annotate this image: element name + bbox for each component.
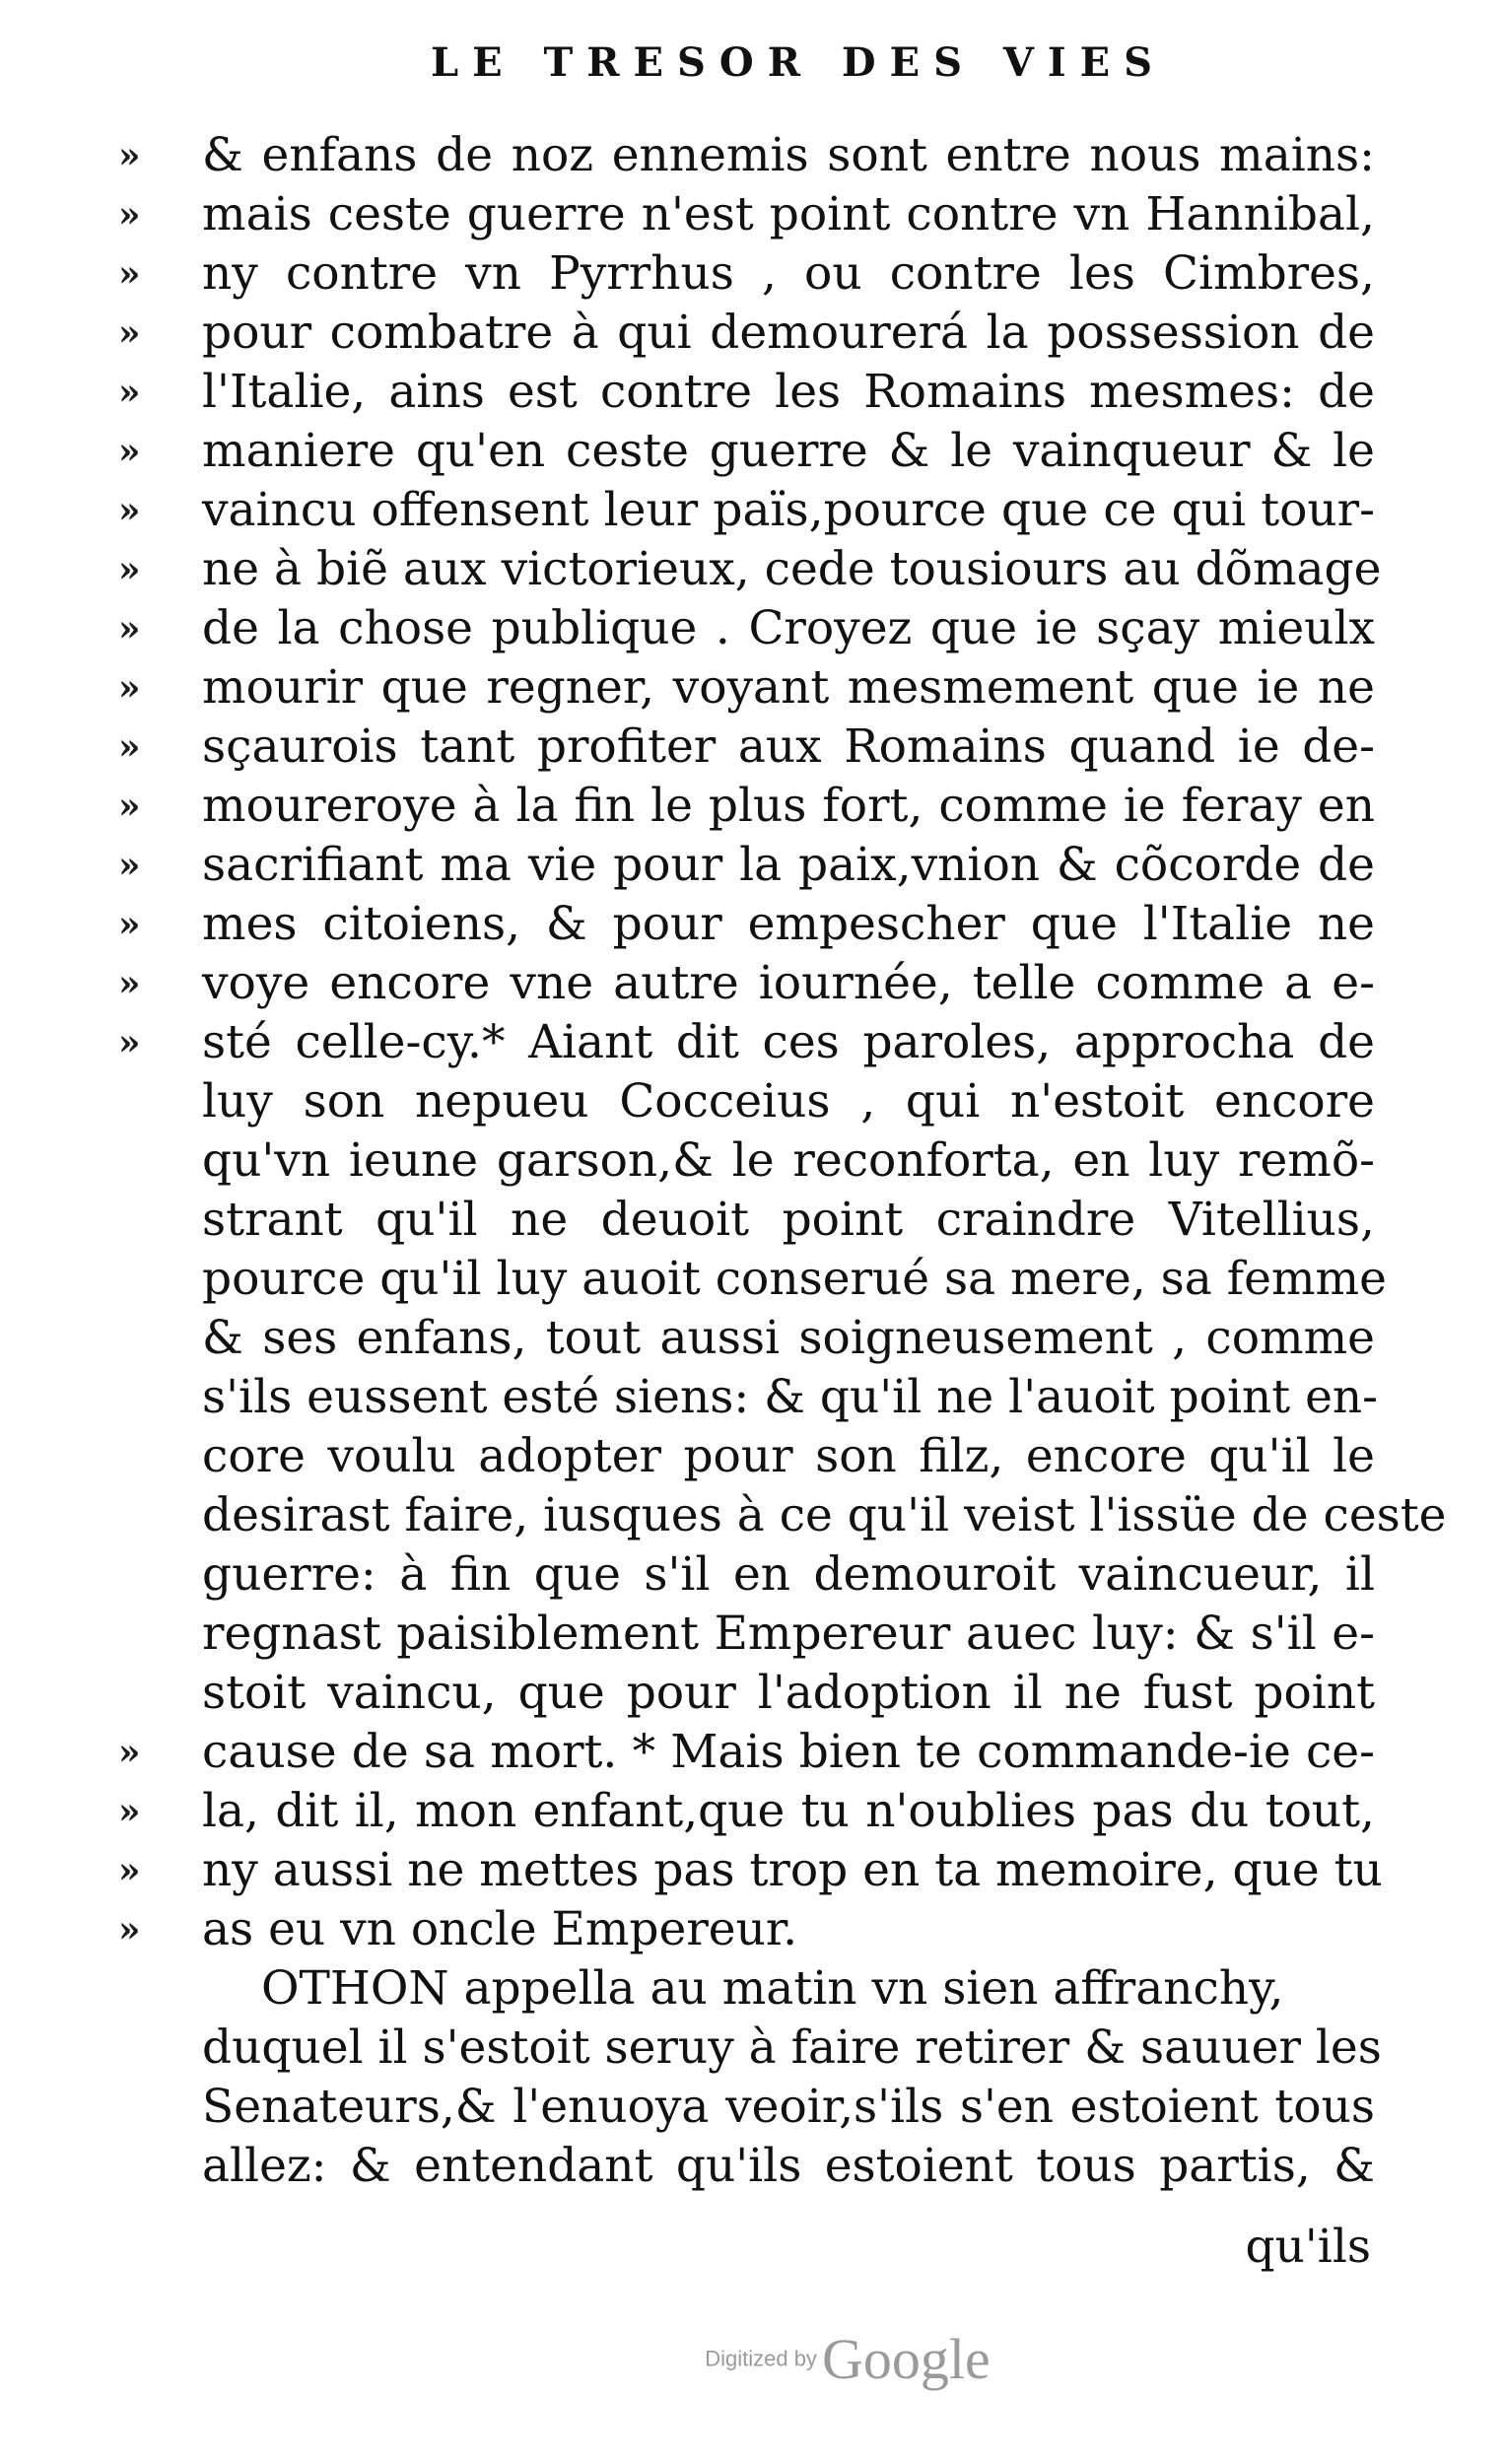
- quotation-mark: [118, 2078, 177, 2137]
- quotation-mark: »: [118, 1909, 141, 1951]
- text-line: vaincu offensent leur païs,pource que ce qui tour-: [202, 483, 1375, 537]
- text-line: sacrifiant ma vie pour la paix,vnion & cõcorde de: [202, 838, 1375, 892]
- quotation-mark: [118, 1191, 177, 1250]
- text-line: desirast faire, iusques à ce qu'il veist l'issüe de ceste: [202, 1488, 1447, 1542]
- quotation-mark: »: [118, 786, 141, 827]
- text-line: mes citoiens, & pour empescher que l'Italie ne: [202, 897, 1375, 951]
- quotation-mark: »: [118, 1791, 141, 1832]
- text-line: moureroye à la fin le plus fort, comme ie feray en: [202, 779, 1375, 833]
- quotation-mark: [118, 2019, 177, 2078]
- google-logo: Google: [822, 2327, 991, 2391]
- text-line: ny contre vn Pyrrhus , ou contre les Cimbres,: [202, 246, 1375, 301]
- text-line: mais ceste guerre n'est point contre vn Hannibal,: [202, 187, 1375, 241]
- text-line: stoit vaincu, que pour l'adoption il ne fust point: [202, 1666, 1375, 1720]
- text-line: mourir que regner, voyant mesmement que ie ne: [202, 660, 1375, 715]
- quotation-mark: [118, 1664, 177, 1723]
- text-line: la, dit il, mon enfant,que tu n'oublies pas du tout,: [202, 1784, 1375, 1838]
- text-line: voye encore vne autre iournée, telle comme a e-: [202, 956, 1375, 1010]
- quotation-marks-column: [118, 126, 177, 2196]
- quotation-mark: [118, 1959, 177, 2019]
- text-line: sçaurois tant profiter aux Romains quand ie de-: [202, 719, 1375, 774]
- quotation-mark: [118, 1486, 177, 1545]
- text-line: core voulu adopter pour son filz, encore qu'il le: [202, 1429, 1375, 1483]
- text-line: strant qu'il ne deuoit point craindre Vitellius,: [202, 1193, 1375, 1247]
- quotation-mark: »: [118, 1732, 141, 1773]
- text-line: l'Italie, ains est contre les Romains mesmes: de: [202, 365, 1375, 419]
- text-line: maniere qu'en ceste guerre & le vainqueur & le: [202, 424, 1375, 478]
- text-line: de la chose publique . Croyez que ie sçay mieulx: [202, 601, 1375, 655]
- quotation-mark: »: [118, 372, 141, 413]
- text-line: pour combatre à qui demourerá la possession de: [202, 306, 1375, 360]
- quotation-mark: [118, 1131, 177, 1191]
- quotation-mark: »: [118, 312, 141, 354]
- text-line: allez: & entendant qu'ils estoient tous partis, &: [202, 2139, 1375, 2193]
- text-line: Senateurs,& l'enuoya veoir,s'ils s'en estoient tous: [202, 2080, 1375, 2134]
- quotation-mark: [118, 1368, 177, 1427]
- quotation-mark: »: [118, 549, 141, 590]
- text-line: as eu vn oncle Empereur.: [202, 1902, 798, 1956]
- text-line: OTHON appella au matin vn sien affranchy,: [261, 1961, 1284, 2016]
- running-header: LE TRESOR DES VIES: [430, 39, 1167, 86]
- quotation-mark: [118, 1250, 177, 1309]
- text-line: guerre: à fin que s'il en demouroit vaincueur, il: [202, 1547, 1375, 1602]
- quotation-mark: [118, 2137, 177, 2196]
- text-line: duquel il s'estoit seruy à faire retirer & sauuer les: [202, 2020, 1382, 2075]
- digitized-by-label: Digitized by: [705, 2346, 817, 2371]
- catchword: qu'ils: [1245, 2220, 1371, 2274]
- quotation-mark: »: [118, 726, 141, 768]
- quotation-mark: »: [118, 1022, 141, 1063]
- quotation-mark: »: [118, 904, 141, 945]
- digitized-by-watermark: [690, 2326, 1005, 2392]
- text-line: & ses enfans, tout aussi soigneusement , comme: [202, 1311, 1375, 1365]
- quotation-mark: »: [118, 253, 141, 295]
- quotation-mark: »: [118, 845, 141, 886]
- text-line: s'ils eussent esté siens: & qu'il ne l'auoit point en-: [202, 1370, 1379, 1424]
- quotation-mark: »: [118, 135, 141, 176]
- text-line: qu'vn ieune garson,& le reconforta, en luy remõ-: [202, 1133, 1375, 1188]
- text-line: ny aussi ne mettes pas trop en ta memoire, que tu: [202, 1843, 1383, 1897]
- quotation-mark: »: [118, 667, 141, 709]
- text-line: pource qu'il luy auoit conserué sa mere, sa femme: [202, 1252, 1387, 1306]
- quotation-mark: »: [118, 194, 141, 236]
- quotation-mark: [118, 1309, 177, 1368]
- quotation-mark: »: [118, 963, 141, 1004]
- quotation-mark: [118, 1427, 177, 1486]
- quotation-mark: »: [118, 608, 141, 650]
- quotation-mark: [118, 1545, 177, 1605]
- text-line: cause de sa mort. * Mais bien te commande-ie ce-: [202, 1725, 1375, 1779]
- text-line: sté celle-cy.* Aiant dit ces paroles, approcha de: [202, 1015, 1375, 1069]
- quotation-mark: »: [118, 431, 141, 472]
- body-text: [202, 126, 1447, 2196]
- quotation-mark: »: [118, 1850, 141, 1891]
- text-line: & enfans de noz ennemis sont entre nous mains:: [202, 128, 1375, 182]
- text-line: ne à biẽ aux victorieux, cede tousiours au dõmage: [202, 542, 1382, 596]
- quotation-mark: [118, 1072, 177, 1131]
- text-line: luy son nepueu Cocceius , qui n'estoit encore: [202, 1074, 1375, 1129]
- quotation-mark: »: [118, 490, 141, 531]
- quotation-mark: [118, 1605, 177, 1664]
- text-line: regnast paisiblement Empereur auec luy: & s'il e-: [202, 1607, 1375, 1661]
